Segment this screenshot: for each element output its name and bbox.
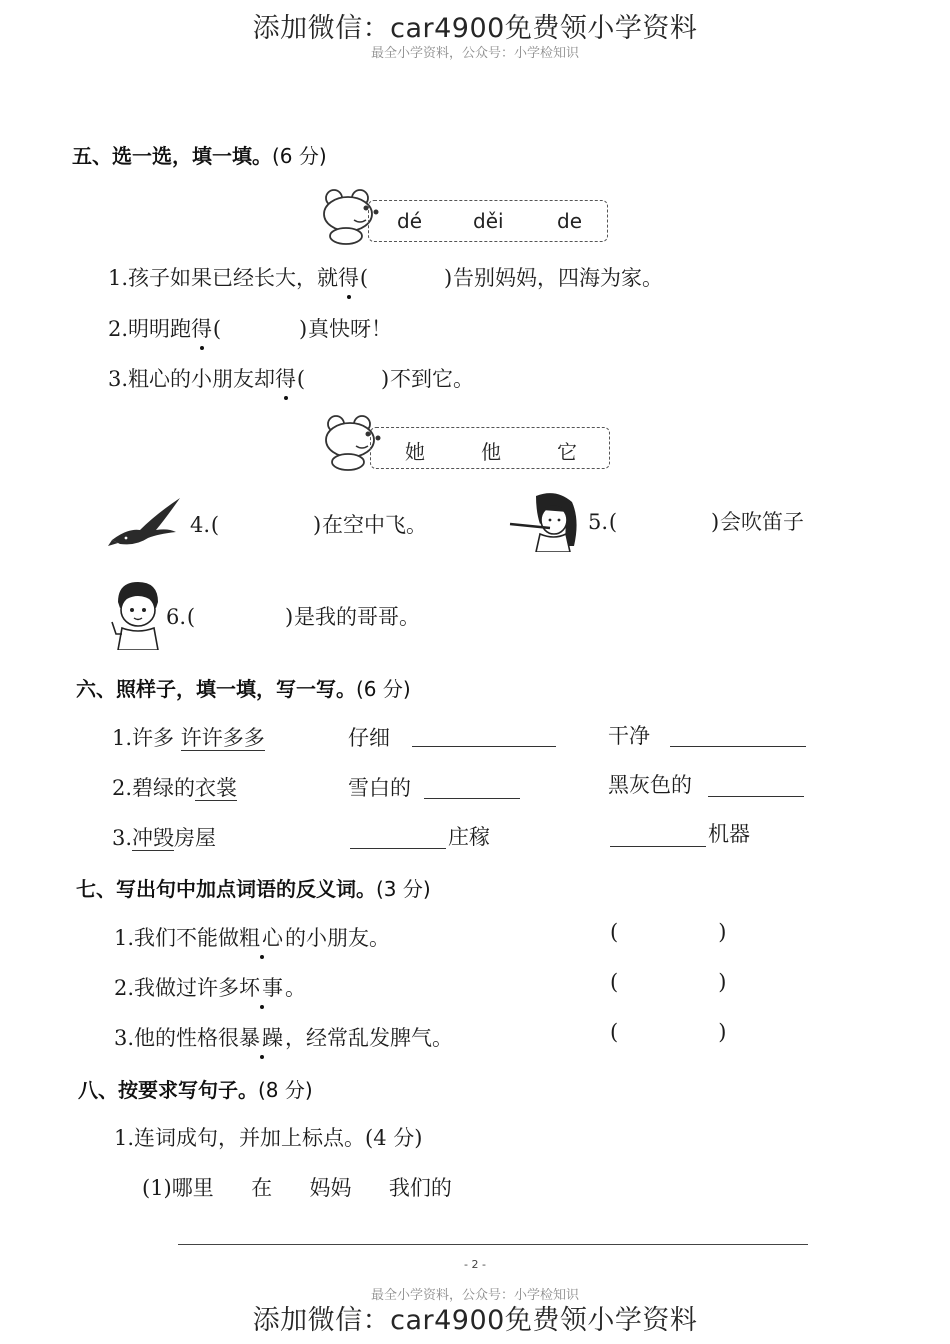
girl-flute-icon	[506, 490, 586, 552]
s7-a2-open: (	[610, 970, 619, 994]
s6-r3-num: 3.	[112, 826, 133, 850]
s7-answer-1[interactable]	[610, 920, 726, 944]
s5-q2-blank[interactable]: ( )	[212, 317, 308, 341]
section7-title	[76, 873, 431, 902]
section5-title-text: 五、选一选，填一填。	[72, 144, 272, 168]
s5-question-5	[588, 506, 804, 536]
option-dei3: děi	[473, 209, 504, 233]
s6-row1-example	[112, 722, 265, 752]
s5-q6-blank[interactable]: ( )	[186, 605, 294, 629]
s7-item-2	[114, 972, 306, 1002]
s7-a3-close: )	[718, 1020, 727, 1044]
s8-word-1: (1)哪里	[142, 1176, 214, 1200]
section6-title-text: 六、照样子，填一填，写一写。	[76, 677, 356, 701]
top-watermark: 添加微信：car4900免费领小学资料	[252, 13, 698, 44]
s6-r3-item3-blank[interactable]	[610, 824, 706, 847]
s5-q3-after: 不到它。	[390, 367, 475, 391]
s7-i3-before: 3.他的性格很	[114, 1026, 240, 1050]
s6-row3-item2	[448, 821, 490, 851]
section8-title-text: 八、按要求写句子。	[78, 1078, 258, 1102]
bottom-watermark: 添加微信：car4900免费领小学资料	[252, 1305, 698, 1336]
option-ta-she: 她	[405, 440, 425, 464]
s6-r3-item2-text: 庄稼	[448, 825, 490, 849]
s7-answer-2[interactable]	[610, 970, 726, 994]
s5-question-1	[108, 262, 663, 292]
s6-r1-answer: 许许多多	[180, 726, 265, 750]
s6-row2-example	[112, 772, 237, 802]
bottom-watermark-sub: 最全小学资料，公众号：小学检知识	[370, 1288, 579, 1303]
s6-r3-underlined: 冲毁	[132, 826, 175, 850]
s7-a1-close: )	[718, 920, 727, 944]
s5-q5-after: 会吹笛子	[720, 510, 805, 534]
s5-q2-dotted: 得	[191, 313, 212, 343]
s6-r2-underlined: 衣裳	[195, 776, 238, 800]
option-ta-he: 他	[481, 440, 501, 464]
section7-title-text: 七、写出句中加点词语的反义词。	[76, 877, 376, 901]
s6-r1-item2-blank[interactable]	[412, 724, 556, 747]
s7-a1-open: (	[610, 920, 619, 944]
s7-a3-open: (	[610, 1020, 619, 1044]
s5-q3-blank[interactable]: ( )	[296, 367, 390, 391]
s7-i3-dotted: 暴躁	[239, 1022, 285, 1052]
swallow-icon	[106, 494, 186, 550]
s7-answer-3[interactable]	[610, 1020, 726, 1044]
s5-question-6	[166, 601, 420, 631]
s5-q2-after: 真快呀！	[308, 317, 393, 341]
s6-r2-item3-blank[interactable]	[708, 774, 804, 797]
s5-q4-num: 4.	[190, 513, 211, 537]
s6-r1-num: 1.	[112, 726, 133, 750]
s6-r3-item2-blank[interactable]	[350, 826, 446, 849]
s6-r3-item3-text: 机器	[708, 822, 750, 846]
s6-r1-item3-blank[interactable]	[670, 724, 806, 747]
s5-question-4	[190, 509, 427, 539]
s5-q6-after: 是我的哥哥。	[294, 605, 421, 629]
s5-q4-blank[interactable]: ( )	[210, 513, 322, 537]
s5-q4-after: 在空中飞。	[322, 513, 428, 537]
option-de2: dé	[397, 209, 422, 233]
s7-i3-after: ，经常乱发脾气。	[285, 1026, 454, 1050]
s7-i2-before: 2.我做过许多	[114, 976, 240, 1000]
s8-word-2: 在	[251, 1176, 273, 1200]
s5-q1-after: 告别妈妈，四海为家。	[453, 266, 664, 290]
s6-r2-item2-blank[interactable]	[424, 776, 520, 799]
option-de: de	[557, 209, 582, 233]
s5-question-2	[108, 313, 392, 343]
s5-q5-blank[interactable]: ( )	[608, 510, 720, 534]
s6-r2-item3-text: 黑灰色的	[608, 773, 692, 797]
section5-title	[72, 140, 327, 169]
s6-r1-item2-text: 仔细	[348, 726, 390, 750]
s6-row3-example	[112, 822, 216, 852]
s7-item-3	[114, 1022, 453, 1052]
pronoun-options-box	[370, 427, 610, 469]
s5-question-3	[108, 363, 474, 393]
s5-q1-dotted: 得	[338, 262, 359, 292]
s7-i2-after: 。	[285, 976, 307, 1000]
s6-r3-suffix: 房屋	[174, 826, 217, 850]
s6-r1-example-word: 许多	[132, 726, 175, 750]
s7-i1-dotted: 粗心	[239, 922, 285, 952]
s6-row1-item2	[348, 722, 390, 752]
s8-word-4: 我们的	[388, 1176, 452, 1200]
section8-points: (8 分)	[258, 1078, 313, 1102]
pinyin-options-box	[368, 200, 608, 242]
s6-r2-item2-text: 雪白的	[348, 776, 411, 800]
s5-q2-before: 2.明明跑	[108, 317, 192, 341]
s6-r2-num: 2.	[112, 776, 133, 800]
section5-points: (6 分)	[272, 144, 327, 168]
s5-q1-blank[interactable]: ( )	[359, 266, 453, 290]
s6-row2-item2	[348, 772, 411, 802]
s5-q3-dotted: 得	[275, 363, 296, 393]
section8-title	[78, 1074, 313, 1103]
section6-title	[76, 673, 411, 702]
s8-word-3: 妈妈	[309, 1176, 352, 1200]
s6-r2-prefix: 碧绿的	[132, 776, 196, 800]
page-number: - 2 -	[464, 1258, 486, 1271]
top-watermark-sub: 最全小学资料，公众号：小学检知识	[370, 46, 579, 61]
s7-a2-close: )	[718, 970, 727, 994]
s6-r1-item3-text: 干净	[608, 724, 650, 748]
section6-points: (6 分)	[356, 677, 411, 701]
s6-row1-item3	[608, 720, 650, 750]
s5-q3-before: 3.粗心的小朋友却	[108, 367, 276, 391]
s8-sub1: 1.连词成句，并加上标点。(4 分)	[114, 1126, 423, 1150]
s8-sub1-words	[142, 1172, 452, 1202]
s5-q1-before: 1.孩子如果已经长大，就	[108, 266, 339, 290]
s7-item-1	[114, 922, 390, 952]
section7-points: (3 分)	[376, 877, 431, 901]
s6-row2-item3	[608, 769, 692, 799]
s5-q5-num: 5.	[588, 510, 609, 534]
s5-q6-num: 6.	[166, 605, 187, 629]
footer-rule	[178, 1244, 808, 1245]
s7-i1-after: 的小朋友。	[285, 926, 391, 950]
s7-i1-before: 1.我们不能做	[114, 926, 240, 950]
s7-i2-dotted: 坏事	[239, 972, 285, 1002]
s6-row3-item3	[708, 818, 750, 848]
option-ta-it: 它	[557, 440, 577, 464]
boy-icon	[108, 580, 164, 650]
